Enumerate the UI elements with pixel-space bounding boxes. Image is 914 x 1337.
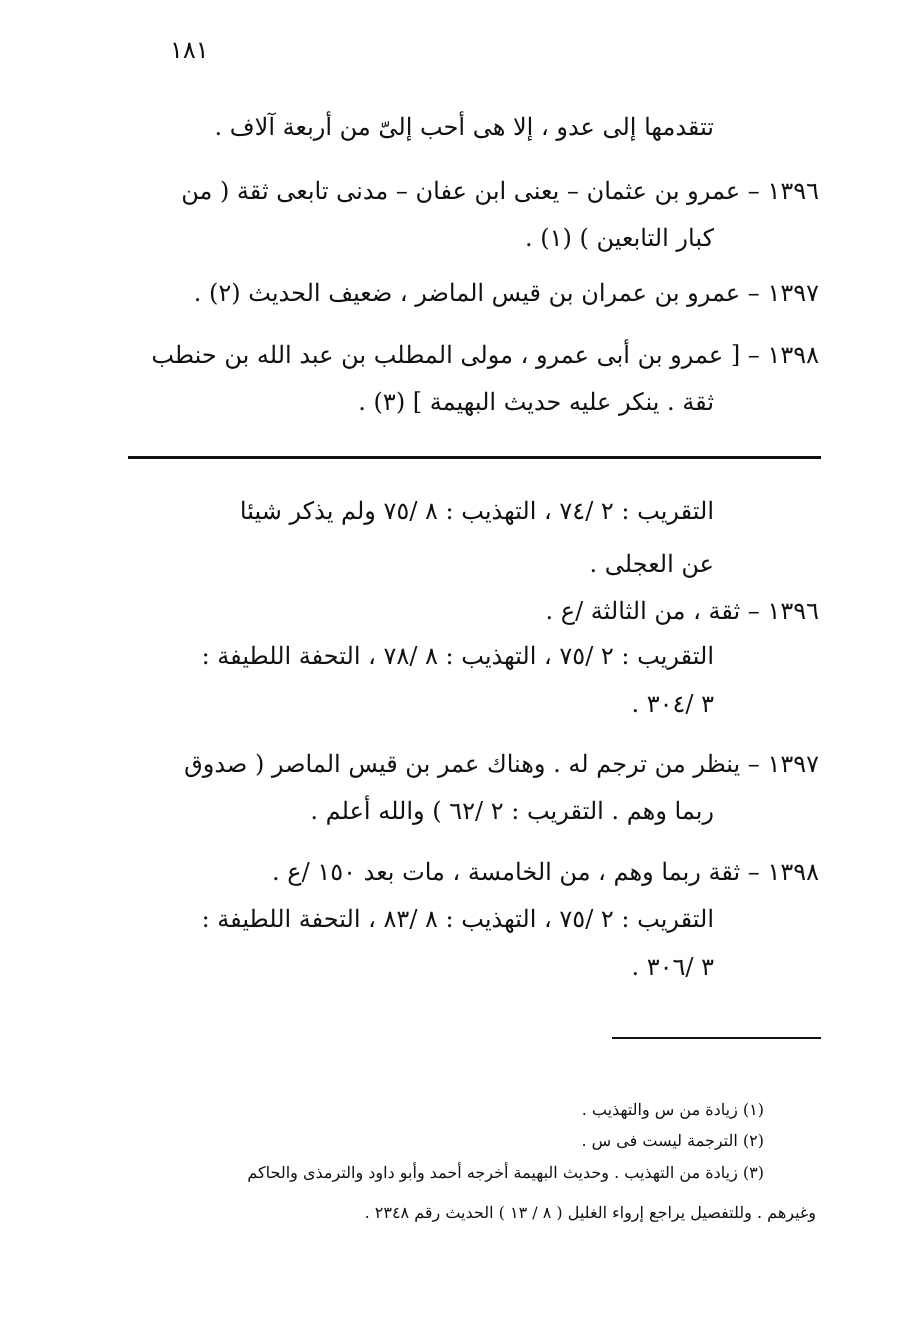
note-1398: ١٣٩٨ – ثقة ربما وهم ، من الخامسة ، مات بعد ١٥٠ /ع .	[272, 858, 819, 886]
main-line: تتقدمها إلى عدو ، إلا هى أحب إلىّ من أربعة آلاف .	[214, 113, 714, 141]
note-line: عن العجلى .	[589, 550, 714, 578]
note-line: ٣ /٣٠٤ .	[631, 690, 714, 718]
note-line: التقريب : ٢ /٧٥ ، التهذيب : ٨ /٧٨ ، التحفة اللطيفة :	[201, 642, 714, 670]
footnote-rule	[612, 1037, 821, 1039]
note-line: التقريب : ٢ /٧٤ ، التهذيب : ٨ /٧٥ ولم يذكر شيئا	[239, 497, 714, 525]
footnote-3: (٣) زيادة من التهذيب . وحديث البهيمة أخرجه أحمد وأبو داود والترمذى والحاكم	[247, 1163, 764, 1182]
entry-1398: ١٣٩٨ – [ عمرو بن أبى عمرو ، مولى المطلب بن عبد الله بن حنطب	[151, 341, 819, 369]
note-line: التقريب : ٢ /٧٥ ، التهذيب : ٨ /٨٣ ، التحفة اللطيفة :	[201, 905, 714, 933]
note-1397: ١٣٩٧ – ينظر من ترجم له . وهناك عمر بن قيس الماصر ( صدوق	[184, 750, 819, 778]
note-line: ٣ /٣٠٦ .	[631, 953, 714, 981]
entry-1396: ١٣٩٦ – عمرو بن عثمان – يعنى ابن عفان – مدنى تابعى ثقة ( من	[181, 177, 819, 205]
note-line: ربما وهم . التقريب : ٢ /٦٢ ) والله أعلم .	[310, 797, 714, 825]
main-line: ثقة . ينكر عليه حديث البهيمة ] (٣) .	[358, 388, 714, 416]
footnote-3-continued: وغيرهم . وللتفصيل يراجع إرواء الغليل ( ٨ / ١٣ ) الحديث رقم ٢٣٤٨ .	[364, 1203, 816, 1222]
note-1396: ١٣٩٦ – ثقة ، من الثالثة /ع .	[545, 597, 819, 625]
footnote-1: (١) زيادة من س والتهذيب .	[581, 1100, 764, 1119]
entry-1397: ١٣٩٧ – عمرو بن عمران بن قيس الماضر ، ضعيف الحديث (٢) .	[193, 279, 819, 307]
divider-rule	[128, 456, 821, 459]
footnote-2: (٢) الترجمة ليست فى س .	[581, 1131, 764, 1150]
main-line: كبار التابعين ) (١) .	[524, 224, 714, 252]
page-number: ١٨١	[170, 36, 209, 64]
